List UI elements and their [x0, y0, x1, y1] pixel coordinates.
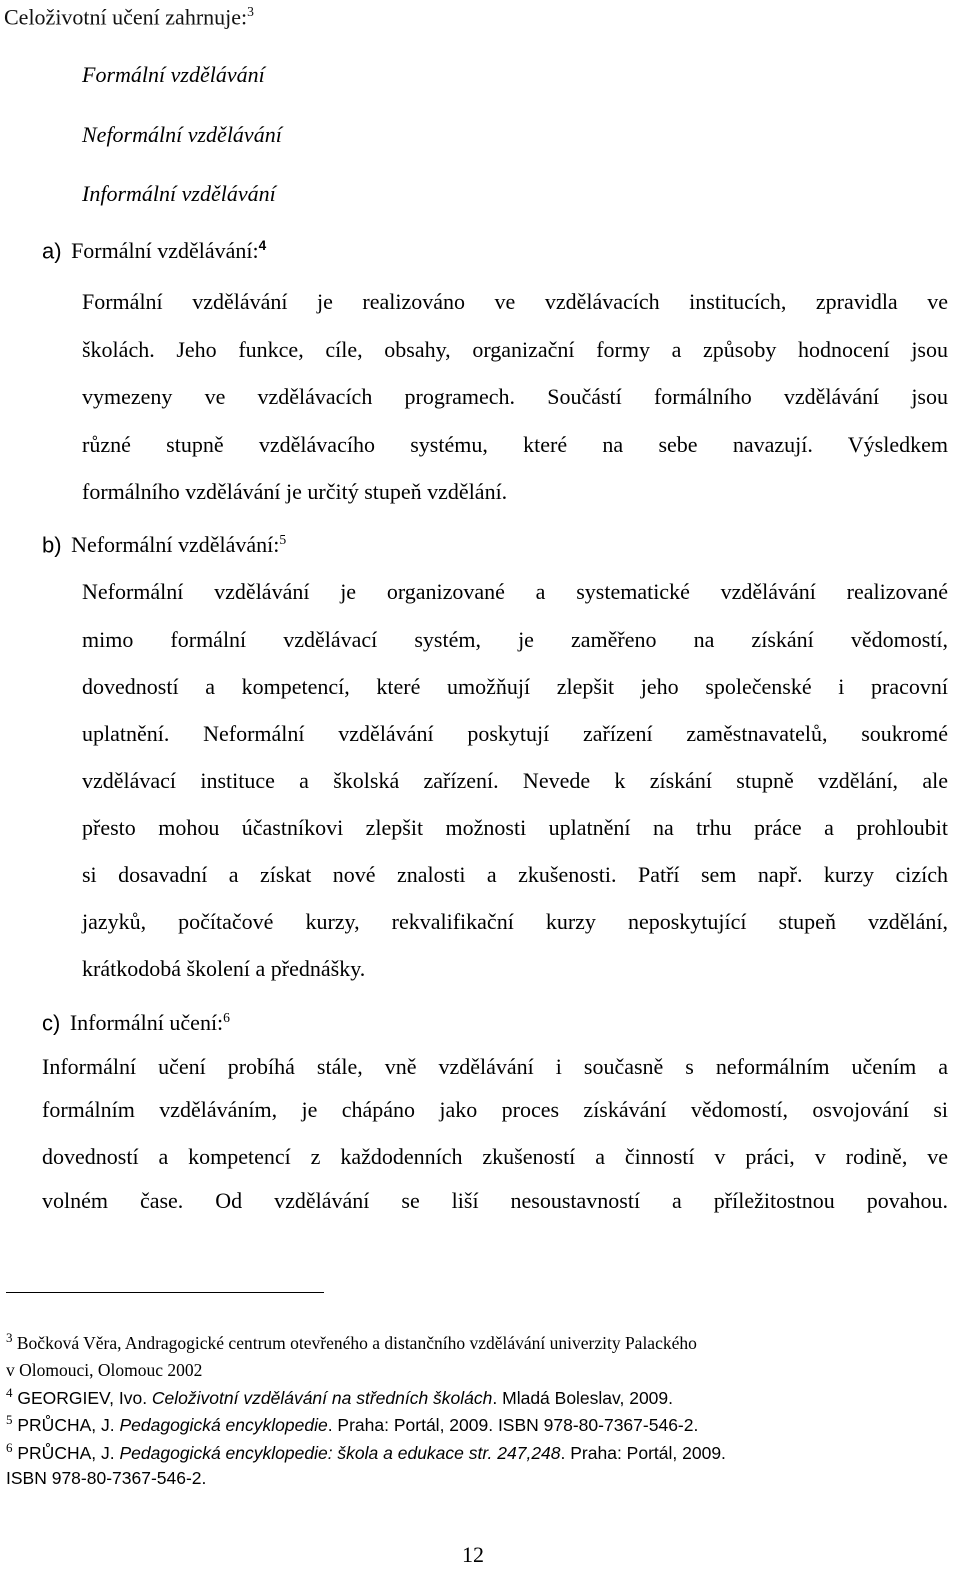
section-c-marker: c): [42, 1010, 61, 1036]
footnote-6-rest: . Praha: Portál, 2009.: [560, 1442, 726, 1463]
footnote-6-title: Pedagogická encyklopedie: škola a edukace str. 247,248: [119, 1442, 561, 1463]
page-number: 12: [462, 1542, 484, 1567]
section-b-line-5: vzdělávací instituce a školská zařízení. Nevede k získání stupně vzdělání, ale: [82, 768, 948, 793]
footnote-5: [6, 1412, 698, 1436]
section-a-title: Formální vzdělávání:: [71, 238, 259, 264]
section-a-line-5: formálního vzdělávání je určitý stupeň vzdělání.: [82, 479, 508, 504]
footnote-ref-5: 5: [279, 532, 287, 547]
section-c-line-1: Informální učení probíhá stále, vně vzdělávání i současně s neformálním učením a: [42, 1054, 948, 1079]
footnote-5-number: 5: [6, 1412, 13, 1427]
section-c-line-4: volném čase. Od vzdělávání se liší nesoustavností a příležitostnou povahou.: [42, 1188, 948, 1213]
section-a-line-3: vymezeny ve vzdělávacích programech. Součástí formálního vzdělávání jsou: [82, 384, 948, 409]
section-c-title: Informální učení:: [69, 1010, 224, 1036]
section-b-line-6: přesto mohou účastníkovi zlepšit možnosti uplatnění na trhu práce a prohloubit: [82, 815, 948, 840]
section-c-line-2: formálním vzděláváním, je chápáno jako proces získávání vědomostí, osvojování si: [42, 1097, 948, 1122]
footnote-4-title: Celoživotní vzdělávání na středních školách: [151, 1387, 493, 1408]
section-a-line-2: školách. Jeho funkce, cíle, obsahy, organizační formy a způsoby hodnocení jsou: [82, 337, 948, 362]
section-b-line-3: dovedností a kompetencí, které umožňují zlepšit jeho společenské i pracovní: [82, 674, 948, 699]
footnote-5-rest: . Praha: Portál, 2009. ISBN 978-80-7367-546-2.: [327, 1414, 699, 1435]
footnote-4-author: GEORGIEV, Ivo.: [17, 1387, 152, 1408]
intro-item-informal: Informální vzdělávání: [82, 181, 276, 206]
footnote-4: [6, 1385, 673, 1409]
footnote-4-number: 4: [6, 1385, 13, 1400]
section-b-line-4: uplatnění. Neformální vzdělávání poskytují zařízení zaměstnavatelů, soukromé: [82, 721, 948, 746]
footnote-3-line-2: v Olomouci, Olomouc 2002: [6, 1360, 203, 1380]
section-b-heading: [42, 532, 286, 558]
footnote-3-number: 3: [6, 1330, 13, 1345]
section-a-line-1: Formální vzdělávání je realizováno ve vzdělávacích institucích, zpravidla ve: [82, 289, 948, 314]
section-b-line-2: mimo formální vzdělávací systém, je zaměřeno na získání vědomostí,: [82, 627, 948, 652]
heading-text: Celoživotní učení zahrnuje:: [4, 4, 248, 30]
footnote-6-line-2: ISBN 978-80-7367-546-2.: [6, 1468, 207, 1488]
section-b-line-1: Neformální vzdělávání je organizované a systematické vzdělávání realizované: [82, 579, 948, 604]
footnote-3-line-1: Bočková Věra, Andragogické centrum otevřeného a distančního vzdělávání univerzity Palackého: [16, 1332, 697, 1353]
footnote-6: [6, 1440, 726, 1464]
section-b-line-7: si dosavadní a získat nové znalosti a zkušenosti. Patří sem např. kurzy cizích: [82, 862, 948, 887]
footnote-5-title: Pedagogická encyklopedie: [119, 1414, 328, 1435]
intro-item-formal: Formální vzdělávání: [82, 62, 265, 87]
section-c-heading: [42, 1010, 230, 1036]
footnote-separator: [6, 1292, 324, 1293]
footnote-5-author: PRŮCHA, J.: [17, 1414, 120, 1435]
intro-item-nonformal: Neformální vzdělávání: [82, 122, 282, 147]
section-b-line-9: krátkodobá školení a přednášky.: [82, 956, 366, 981]
section-b-title: Neformální vzdělávání:: [71, 532, 280, 558]
section-a-line-4: různé stupně vzdělávacího systému, které na sebe navazují. Výsledkem: [82, 432, 948, 457]
section-b-marker: b): [42, 532, 62, 558]
footnote-3: [6, 1330, 697, 1354]
section-a-heading: [42, 238, 266, 264]
section-b-line-8: jazyků, počítačové kurzy, rekvalifikační kurzy neposkytující stupeň vzdělání,: [82, 909, 948, 934]
footnote-ref-6: 6: [223, 1010, 230, 1025]
footnote-ref-3: 3: [247, 4, 254, 19]
section-c-line-3: dovedností a kompetencí z každodenních zkušeností a činností v práci, v rodině, ve: [42, 1144, 948, 1169]
section-a-marker: a): [42, 238, 62, 264]
footnote-4-rest: . Mladá Boleslav, 2009.: [492, 1387, 674, 1408]
footnote-6-number: 6: [6, 1440, 13, 1455]
footnote-6-author: PRŮCHA, J.: [17, 1442, 120, 1463]
page-heading: [4, 4, 254, 30]
footnote-ref-4: 4: [258, 238, 267, 253]
